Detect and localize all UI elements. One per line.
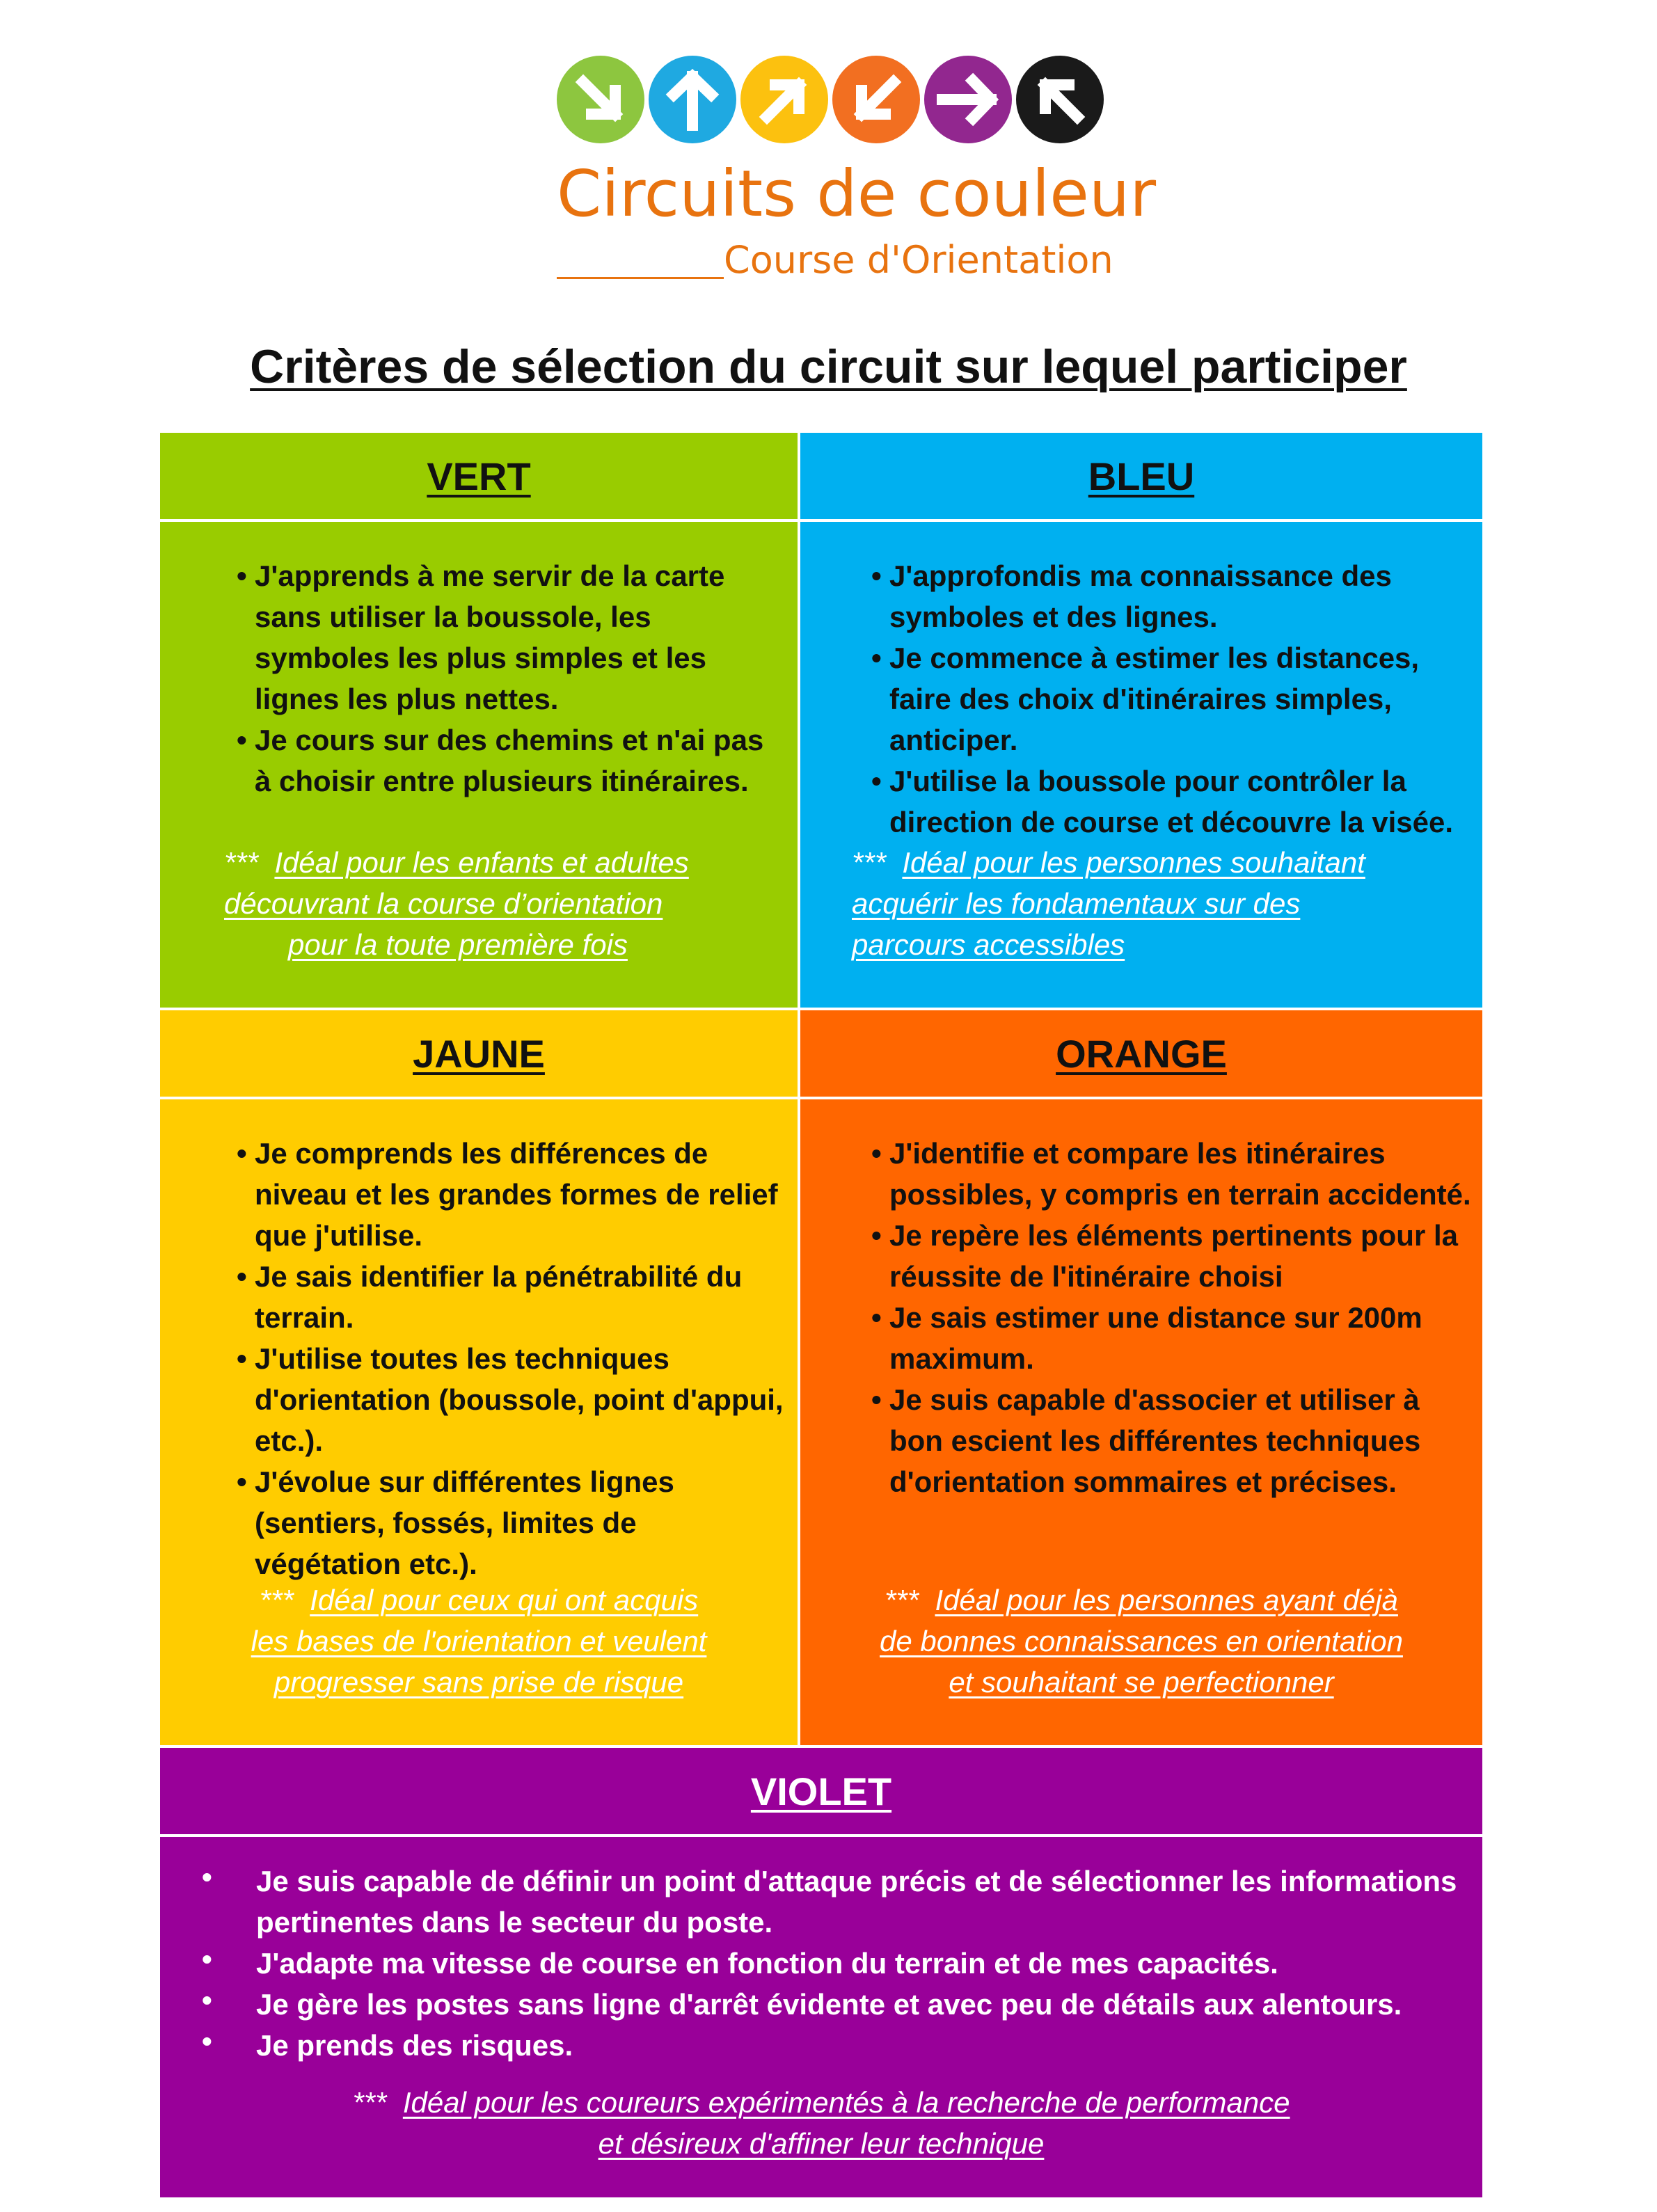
ideal-line: progresser sans prise de risque [273,1666,684,1698]
circuit-violet-ideal [160,2082,1482,2164]
circuit-jaune-title: JAUNE [160,1010,798,1099]
ideal-stars: *** [352,2086,387,2119]
arrow-up-right-icon [740,56,828,143]
circuit-bleu-body [800,525,1482,1008]
arrow-down-right-icon [557,56,644,143]
circuit-orange-title: ORANGE [800,1010,1482,1099]
arrow-up-left-icon [1016,56,1104,143]
criterion-item: • J'utilise la boussole pour contrôler la direction de course et découvre la visée. [871,761,1470,843]
circuit-vert-body [160,525,798,1008]
ideal-line: pour la toute première fois [288,928,628,961]
page-title: Critères de sélection du circuit sur lequel participer [250,340,1407,393]
ideal-line: acquérir les fondamentaux sur des [852,887,1301,920]
arrow-right-icon [924,56,1012,143]
circuit-vert-title: VERT [160,433,798,522]
ideal-line: Idéal pour ceux qui ont acquis [310,1584,699,1616]
circuit-jaune-panel [160,1010,798,1745]
circuit-orange-body [800,1102,1482,1745]
ideal-line: Idéal pour les coureurs expérimentés à la recherche de performance [402,2086,1290,2119]
criterion-item: Je suis capable de définir un point d'attaque précis et de sélectionner les informations pertinentes dans le secteur du poste. [256,1865,1457,1939]
ideal-line: les bases de l'orientation et veulent [251,1625,707,1657]
circuit-bleu-criteria [871,555,1470,843]
criterion-item: • Je sais estimer une distance sur 200m maximum. [871,1297,1477,1379]
criterion-item: • J'approfondis ma connaissance des symboles et des lignes. [871,555,1470,637]
criterion-item: • Je repère les éléments pertinents pour la réussite de l'itinéraire choisi [871,1215,1477,1297]
circuit-violet-criteria [256,1861,1460,2066]
logo-subtitle: Course d'Orientation [724,238,1113,282]
criterion-item: • Je comprends les différences de niveau et les grandes formes de relief que j'utilise. [237,1133,786,1256]
ideal-line: et désireux d'affiner leur technique [598,2127,1045,2160]
arrow-down-left-icon [832,56,920,143]
circuit-vert-criteria [237,555,786,802]
criterion-item: • J'identifie et compare les itinéraires possibles, y compris en terrain accidenté. [871,1133,1477,1215]
criterion-item: • J'utilise toutes les techniques d'orientation (boussole, point d'appui, etc.). [237,1338,786,1461]
circuit-violet-title: VIOLET [160,1748,1482,1837]
ideal-stars: *** [259,1584,294,1616]
circuit-jaune-body [160,1102,798,1745]
ideal-line: Idéal pour les personnes souhaitant [902,846,1365,879]
criterion-item: • J'évolue sur différentes lignes (sentiers, fossés, limites de végétation etc.). [237,1461,786,1584]
arrow-up-icon [649,56,736,143]
ideal-stars: *** [224,846,259,879]
circuit-bleu-ideal [852,842,1464,965]
circuit-orange-ideal [800,1580,1482,1703]
circuit-jaune-criteria [237,1133,786,1584]
criterion-item: • Je suis capable d'associer et utiliser à bon escient les différentes techniques d'orientation sommaires et précises. [871,1379,1477,1502]
logo [543,56,1157,282]
ideal-line: et souhaitant se perfectionner [949,1666,1334,1698]
criterion-item: Je prends des risques. [256,2029,573,2062]
criterion-item: J'adapte ma vitesse de course en fonction du terrain et de mes capacités. [256,1947,1278,1980]
criterion-item: • Je cours sur des chemins et n'ai pas à choisir entre plusieurs itinéraires. [237,719,786,802]
ideal-line: découvrant la course d’orientation [224,887,663,920]
ideal-line: parcours accessibles [852,928,1125,961]
logo-underline [557,277,724,279]
circuit-violet-body [160,1840,1482,2197]
circuit-orange-panel [800,1010,1482,1745]
ideal-stars: *** [852,846,887,879]
bullet-icon: • [202,2025,212,2058]
criterion-item: • J'apprends à me servir de la carte sans utiliser la boussole, les symboles les plus simples et les lignes les plus nettes. [237,555,786,719]
circuit-orange-criteria [871,1133,1477,1502]
ideal-stars: *** [885,1584,919,1616]
criterion-item: • Je sais identifier la pénétrabilité du terrain. [237,1256,786,1338]
logo-icons [557,56,1104,143]
criterion-item: • Je commence à estimer les distances, faire des choix d'itinéraires simples, anticiper. [871,637,1470,761]
circuit-bleu-title: BLEU [800,433,1482,522]
ideal-line: de bonnes connaissances en orientation [880,1625,1403,1657]
circuit-violet-panel [160,1748,1482,2197]
logo-title: Circuits de couleur [557,157,1157,231]
criterion-item: Je gère les postes sans ligne d'arrêt évidente et avec peu de détails aux alentours. [256,1988,1402,2021]
circuit-jaune-ideal [160,1580,798,1703]
circuit-bleu-panel [800,433,1482,1008]
circuit-vert-ideal [224,842,781,965]
ideal-line: Idéal pour les personnes ayant déjà [935,1584,1398,1616]
bullet-icon: • [202,1861,212,1893]
ideal-line: Idéal pour les enfants et adultes [274,846,689,879]
bullet-icon: • [202,1984,212,2016]
bullet-icon: • [202,1943,212,1975]
circuit-vert-panel [160,433,798,1008]
